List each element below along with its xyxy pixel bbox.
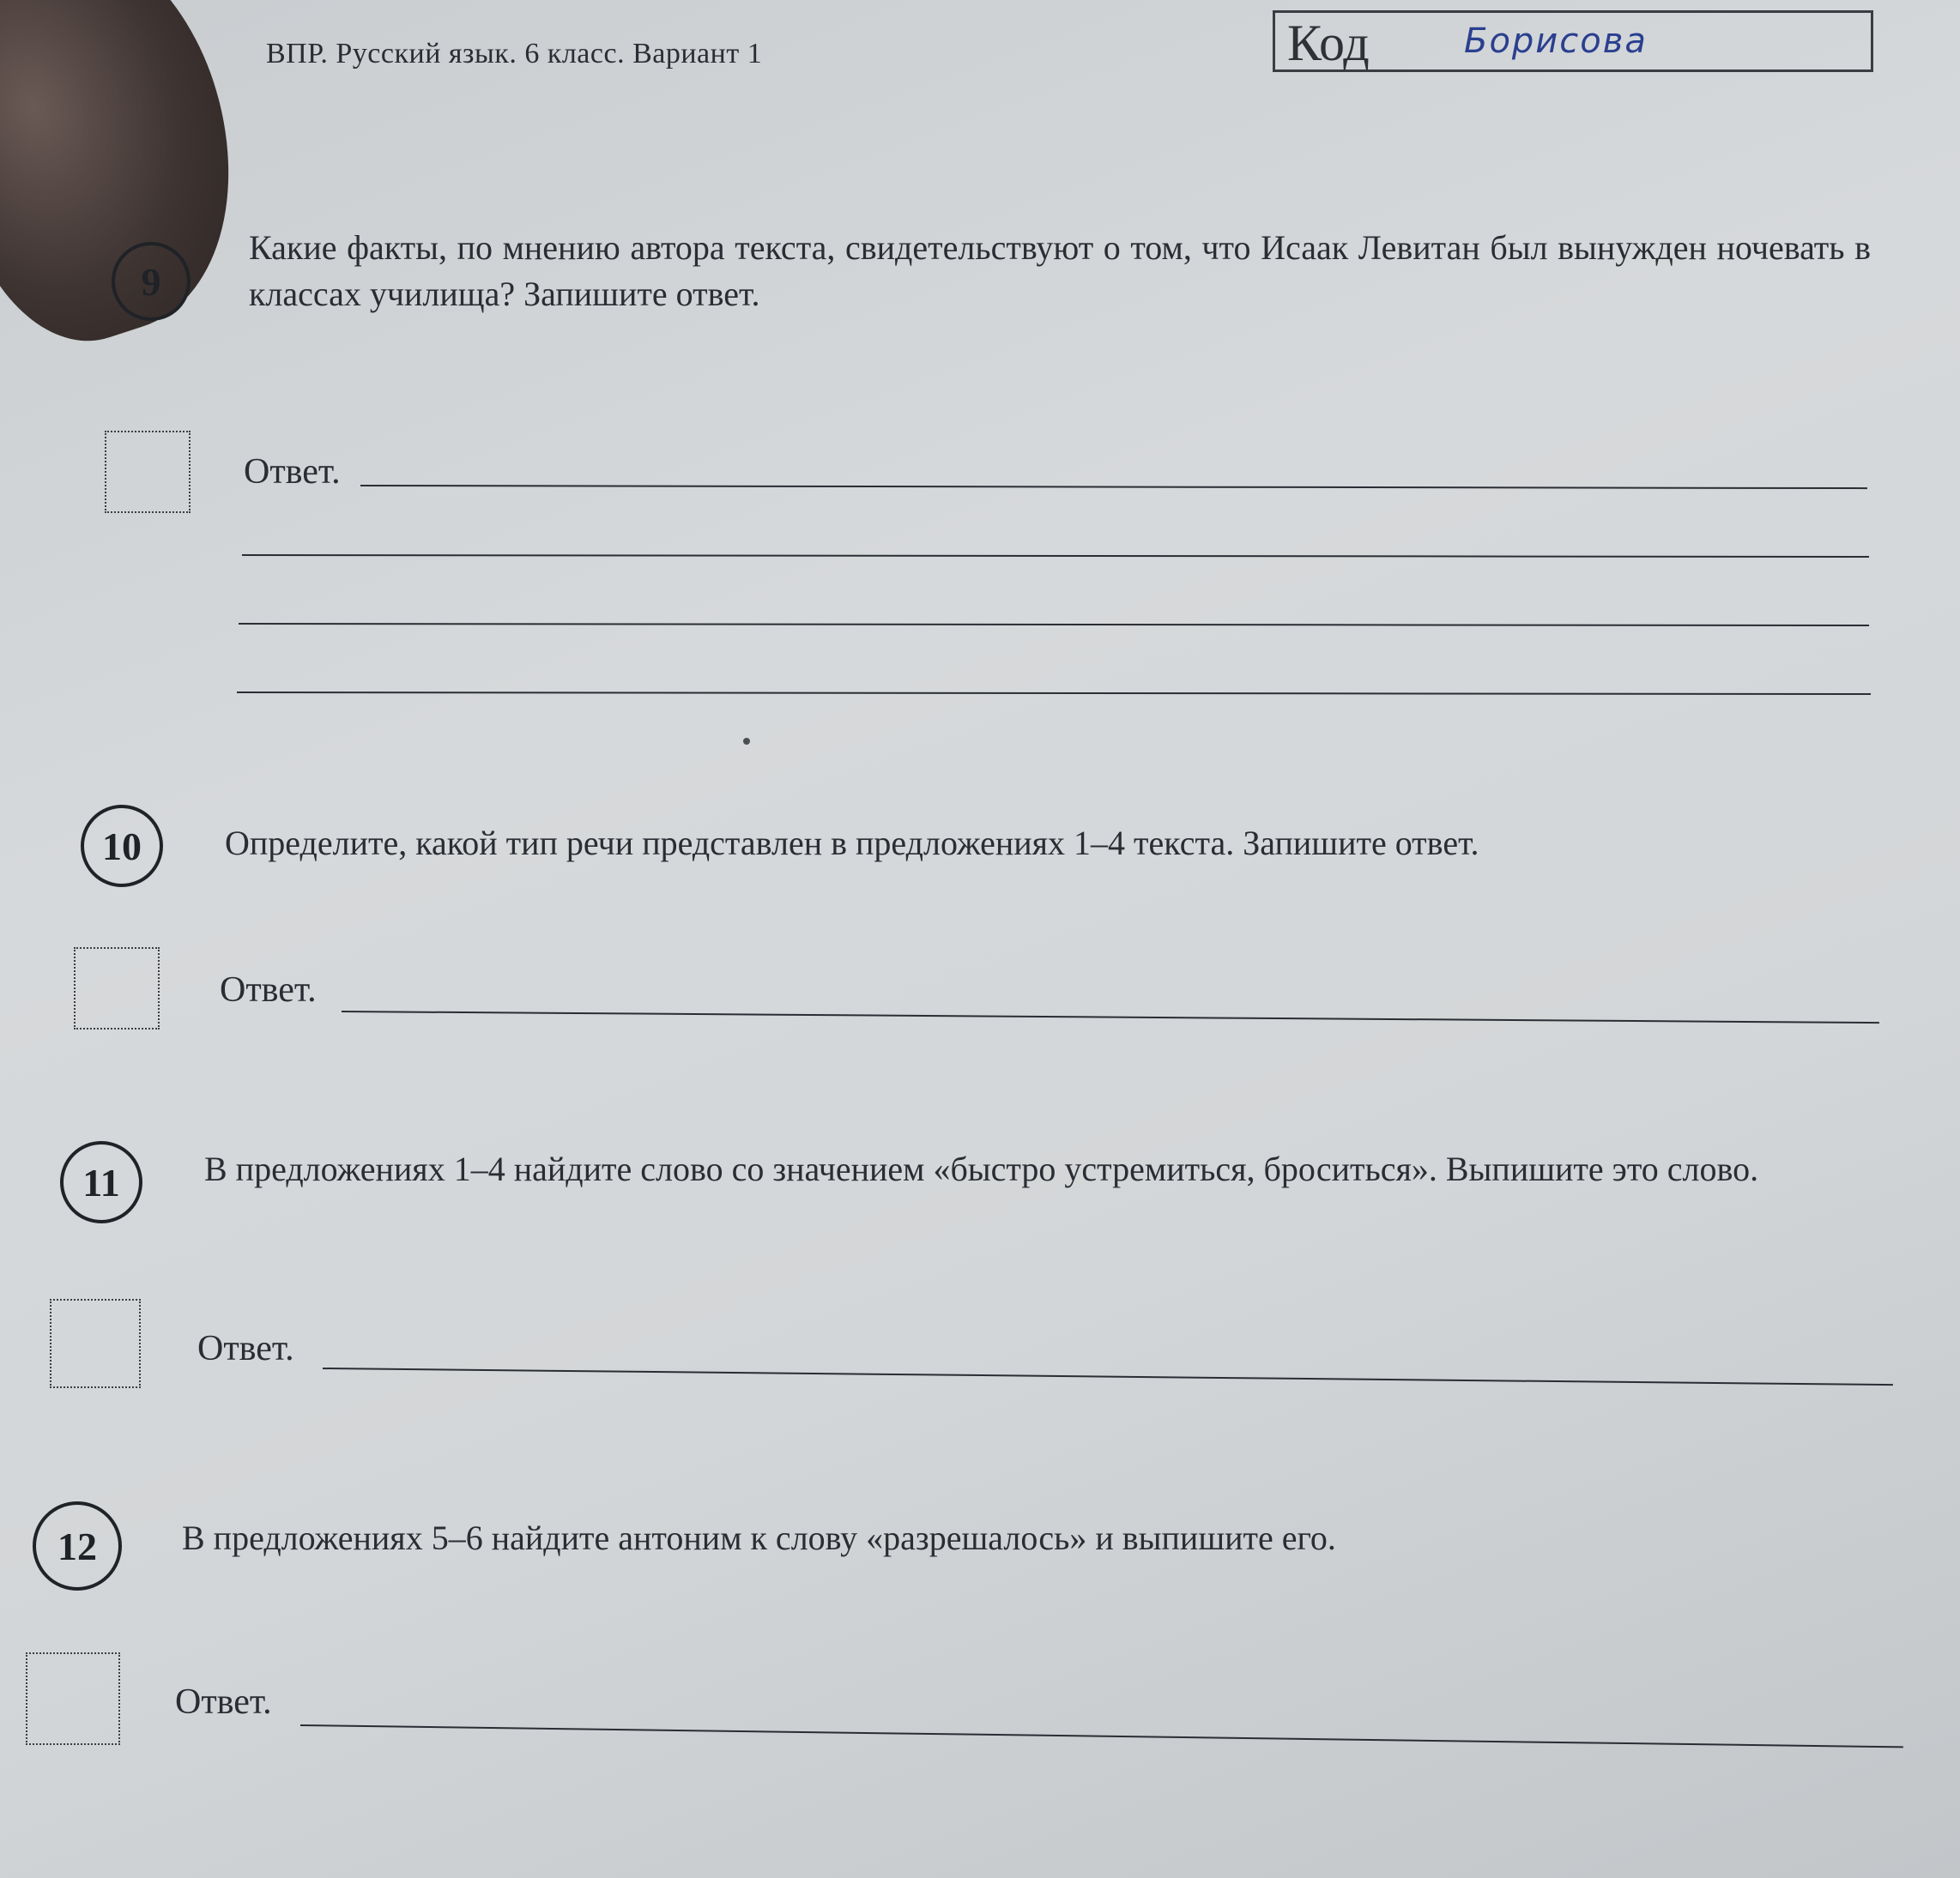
task-9-answer-label: Ответ. (244, 452, 341, 492)
task-12-score-box[interactable] (26, 1652, 120, 1745)
task-11-answer-label: Ответ. (197, 1329, 294, 1368)
document-header: ВПР. Русский язык. 6 класс. Вариант 1 (266, 38, 763, 69)
task-12-answer-line[interactable] (300, 1724, 1903, 1748)
task-12-text: В предложениях 5–6 найдите антоним к слову «разрешалось» и выпишите его. (182, 1519, 1336, 1557)
code-label: Код (1287, 15, 1370, 71)
code-value: Борисова (1464, 21, 1648, 61)
task-12-answer-label: Ответ. (175, 1682, 272, 1722)
task-9-answer-line-2[interactable] (242, 554, 1869, 558)
task-11-text: В предложениях 1–4 найдите слово со значением «быстро устремиться, броситься». Выпишите это слово. (204, 1150, 1759, 1188)
task-9-text: Какие факты, по мнению автора текста, свидетельствуют о том, что Исаак Левитан был вынужден ночевать в классах училища? Запишите ответ. (249, 228, 1871, 313)
task-11-answer-line[interactable] (323, 1368, 1893, 1386)
task-9-number: 9 (112, 242, 191, 321)
task-10-score-box[interactable] (74, 947, 160, 1030)
task-10-answer-line[interactable] (342, 1011, 1879, 1024)
task-9-answer-line-4[interactable] (237, 691, 1871, 695)
paper-speck (743, 738, 750, 745)
code-field[interactable] (1273, 10, 1873, 72)
task-11-score-box[interactable] (50, 1299, 141, 1388)
task-11-number: 11 (60, 1141, 142, 1223)
task-9-answer-line-3[interactable] (239, 623, 1869, 626)
task-10-answer-label: Ответ. (220, 970, 317, 1010)
task-12-number: 12 (33, 1501, 122, 1591)
task-10-number: 10 (81, 805, 163, 887)
task-9-answer-line-1[interactable] (360, 485, 1867, 489)
task-9-score-box[interactable] (105, 431, 191, 513)
task-10-text: Определите, какой тип речи представлен в предложениях 1–4 текста. Запишите ответ. (225, 824, 1479, 862)
